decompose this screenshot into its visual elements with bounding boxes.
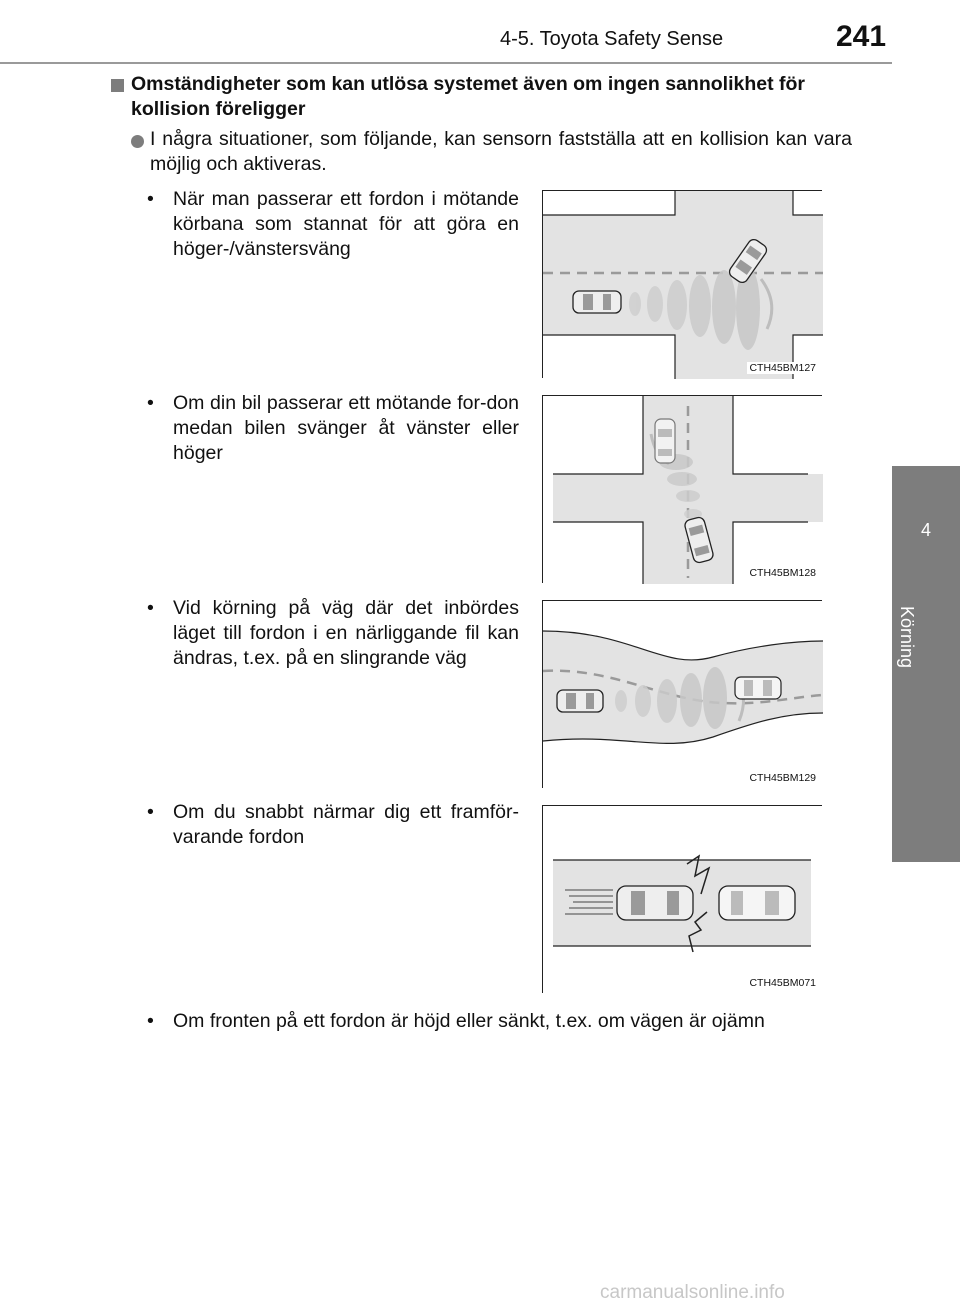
chapter-label: Körning — [897, 606, 917, 669]
bullet-mark: • — [147, 597, 154, 619]
watermark: carmanualsonline.info — [600, 1282, 785, 1303]
bullet-text: Om din bil passerar ett mötande for-don medan bilen svänger åt vänster eller höger — [173, 392, 519, 464]
intersection-illustration — [543, 191, 823, 379]
header-section-title: 4-5. Toyota Safety Sense — [500, 28, 724, 50]
bullet-text: Vid körning på väg där det inbördes läget till fordon i en närliggande fil kan ändras, t.ex. på en slingrande väg — [173, 597, 519, 669]
bullet-item — [147, 391, 519, 466]
bullet-text: Om fronten på ett fordon är höjd eller sänkt, t.ex. om vägen är ojämn — [173, 1010, 765, 1032]
bullet-mark: • — [147, 392, 154, 414]
figure-rapid-approach — [542, 805, 822, 993]
intro-paragraph: I några situationer, som följande, kan sensorn fastställa att en kollision kan vara möjlig och aktiveras. — [150, 128, 852, 175]
figure-winding-road — [542, 600, 822, 788]
bullet-mark: • — [147, 188, 154, 210]
circle-bullet-icon — [131, 135, 144, 148]
figure-code: CTH45BM071 — [749, 977, 816, 989]
bullet-mark: • — [147, 1010, 154, 1032]
rapid-approach-illustration — [543, 806, 823, 994]
square-bullet-icon — [111, 79, 124, 92]
section-heading: Omständigheter som kan utlösa systemet även om ingen sannolikhet för kollision föreligger — [131, 73, 805, 120]
bullet-item — [147, 1009, 847, 1034]
bullet-text: Om du snabbt närmar dig ett framför-varande fordon — [173, 801, 519, 848]
bullet-mark: • — [147, 801, 154, 823]
page-number: 241 — [836, 20, 887, 53]
figure-turning-own-vehicle — [542, 395, 822, 583]
bullet-item — [147, 187, 519, 262]
chapter-number: 4 — [920, 520, 931, 540]
turning-illustration — [543, 396, 823, 584]
figure-code: CTH45BM127 — [749, 362, 816, 374]
figure-oncoming-turning-vehicle — [542, 190, 822, 378]
bullet-item — [147, 596, 519, 671]
figure-code: CTH45BM129 — [749, 772, 816, 784]
bullet-text: När man passerar ett fordon i mötande körbana som stannat för att göra en höger-/vänstersväng — [173, 188, 519, 260]
winding-road-illustration — [543, 601, 823, 789]
header-rule — [0, 62, 892, 64]
bullet-item — [147, 800, 519, 850]
figure-code: CTH45BM128 — [749, 567, 816, 579]
